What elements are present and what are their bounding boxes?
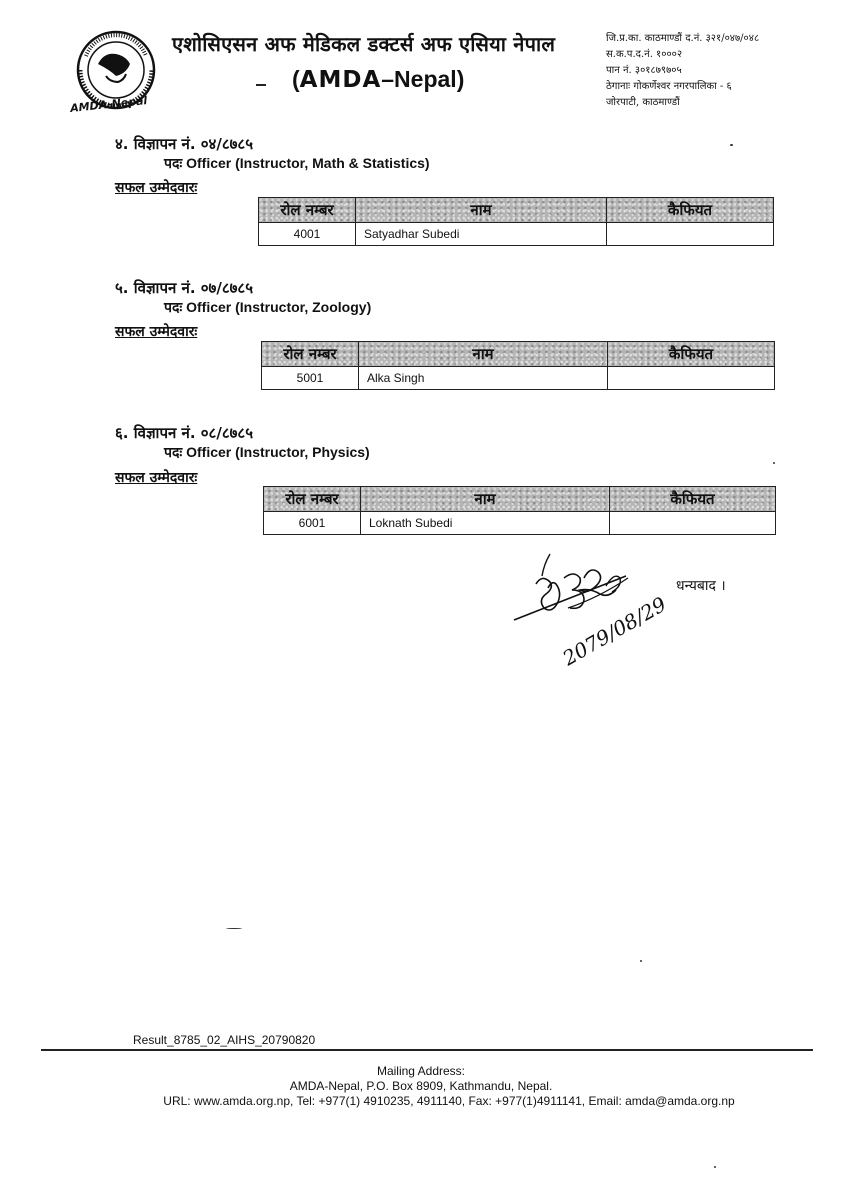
logo-caption: AMDA-Nepal [69,93,148,116]
table-row [264,512,776,535]
cell-roll: 4001 [259,223,356,246]
post-title [164,154,430,173]
org-name-suffix: –Nepal) [381,66,465,92]
registration-line: पान नं. ३०१८७९७०५ [606,65,682,76]
org-name-nepali: एशोसिएसन अफ मेडिकल डक्टर्स अफ एसिया नेपाल [172,32,556,56]
post-label: पदः [164,156,183,172]
table-header-row [262,342,775,367]
cell-remarks [608,367,775,390]
registration-line: ठेगानाः गोकर्णेश्वर नगरपालिका - ६ [606,81,732,92]
successful-candidates-label: सफल उम्मेदवारः [115,180,198,196]
post-name: Officer (Instructor, Physics) [186,444,370,460]
col-roll-number: रोल नम्बर [259,198,356,223]
col-name: नाम [359,342,608,367]
results-table [258,197,774,246]
col-remarks: कैफियत [607,198,774,223]
col-roll-number: रोल नम्बर [262,342,359,367]
col-remarks: कैफियत [608,342,775,367]
scan-speck [226,928,242,929]
cell-remarks [607,223,774,246]
document-reference: Result_8785_02_AIHS_20790820 [133,1033,316,1047]
advert-number: ५. विज्ञापन नं. ०७/८७८५ [115,279,254,297]
table-row [259,223,774,246]
cell-name: Satyadhar Subedi [356,223,607,246]
handwritten-signature [506,548,670,676]
results-table [263,486,776,535]
scan-speck [714,1166,716,1168]
mailing-heading: Mailing Address: [376,1064,466,1078]
post-label: पदः [164,300,183,316]
thanks-text: धन्यबाद । [676,578,726,594]
org-name-english [292,66,464,93]
post-name: Officer (Instructor, Math & Statistics) [186,155,430,171]
advert-number: ४. विज्ञापन नं. ०४/८७८५ [115,135,254,153]
cell-remarks [610,512,776,535]
post-label: पदः [164,445,183,461]
col-roll-number: रोल नम्बर [264,487,361,512]
table-row [262,367,775,390]
org-name-amda: AMDA [299,67,382,93]
advert-number: ६. विज्ञापन नं. ०८/८७८५ [115,424,254,442]
registration-line: जोरपाटी, काठमाण्डौं [606,97,680,108]
table-header-row [264,487,776,512]
col-name: नाम [361,487,610,512]
successful-candidates-label: सफल उम्मेदवारः [115,324,198,340]
scan-speck [730,144,733,146]
mailing-address: AMDA-Nepal, P.O. Box 8909, Kathmandu, Nepal. [289,1079,553,1093]
table-header-row [259,198,774,223]
org-name-open: ( [292,66,300,92]
successful-candidates-label: सफल उम्मेदवारः [115,470,198,486]
results-table [261,341,775,390]
signature-date: 2079/08/29 [558,591,670,671]
cell-name: Alka Singh [359,367,608,390]
footer-divider [41,1049,813,1051]
post-title [164,443,370,462]
col-remarks: कैफियत [610,487,776,512]
registration-line: स.क.प.द.नं. १०००२ [606,49,683,60]
cell-roll: 6001 [264,512,361,535]
cell-roll: 5001 [262,367,359,390]
post-name: Officer (Instructor, Zoology) [186,299,372,315]
scan-speck [640,960,642,962]
scan-speck [773,462,775,464]
cell-name: Loknath Subedi [361,512,610,535]
col-name: नाम [356,198,607,223]
post-title [164,298,371,317]
registration-line: जि.प्र.का. काठमाण्डौं द.नं. ३२१/०४७/०४८ [606,33,760,44]
registration-block [606,31,759,111]
contact-line: URL: www.amda.org.np, Tel: +977(1) 4910235, 4911140, Fax: +977(1)4911141, Email: amda@amda.org.np [163,1094,735,1108]
dash-mark [256,84,266,86]
